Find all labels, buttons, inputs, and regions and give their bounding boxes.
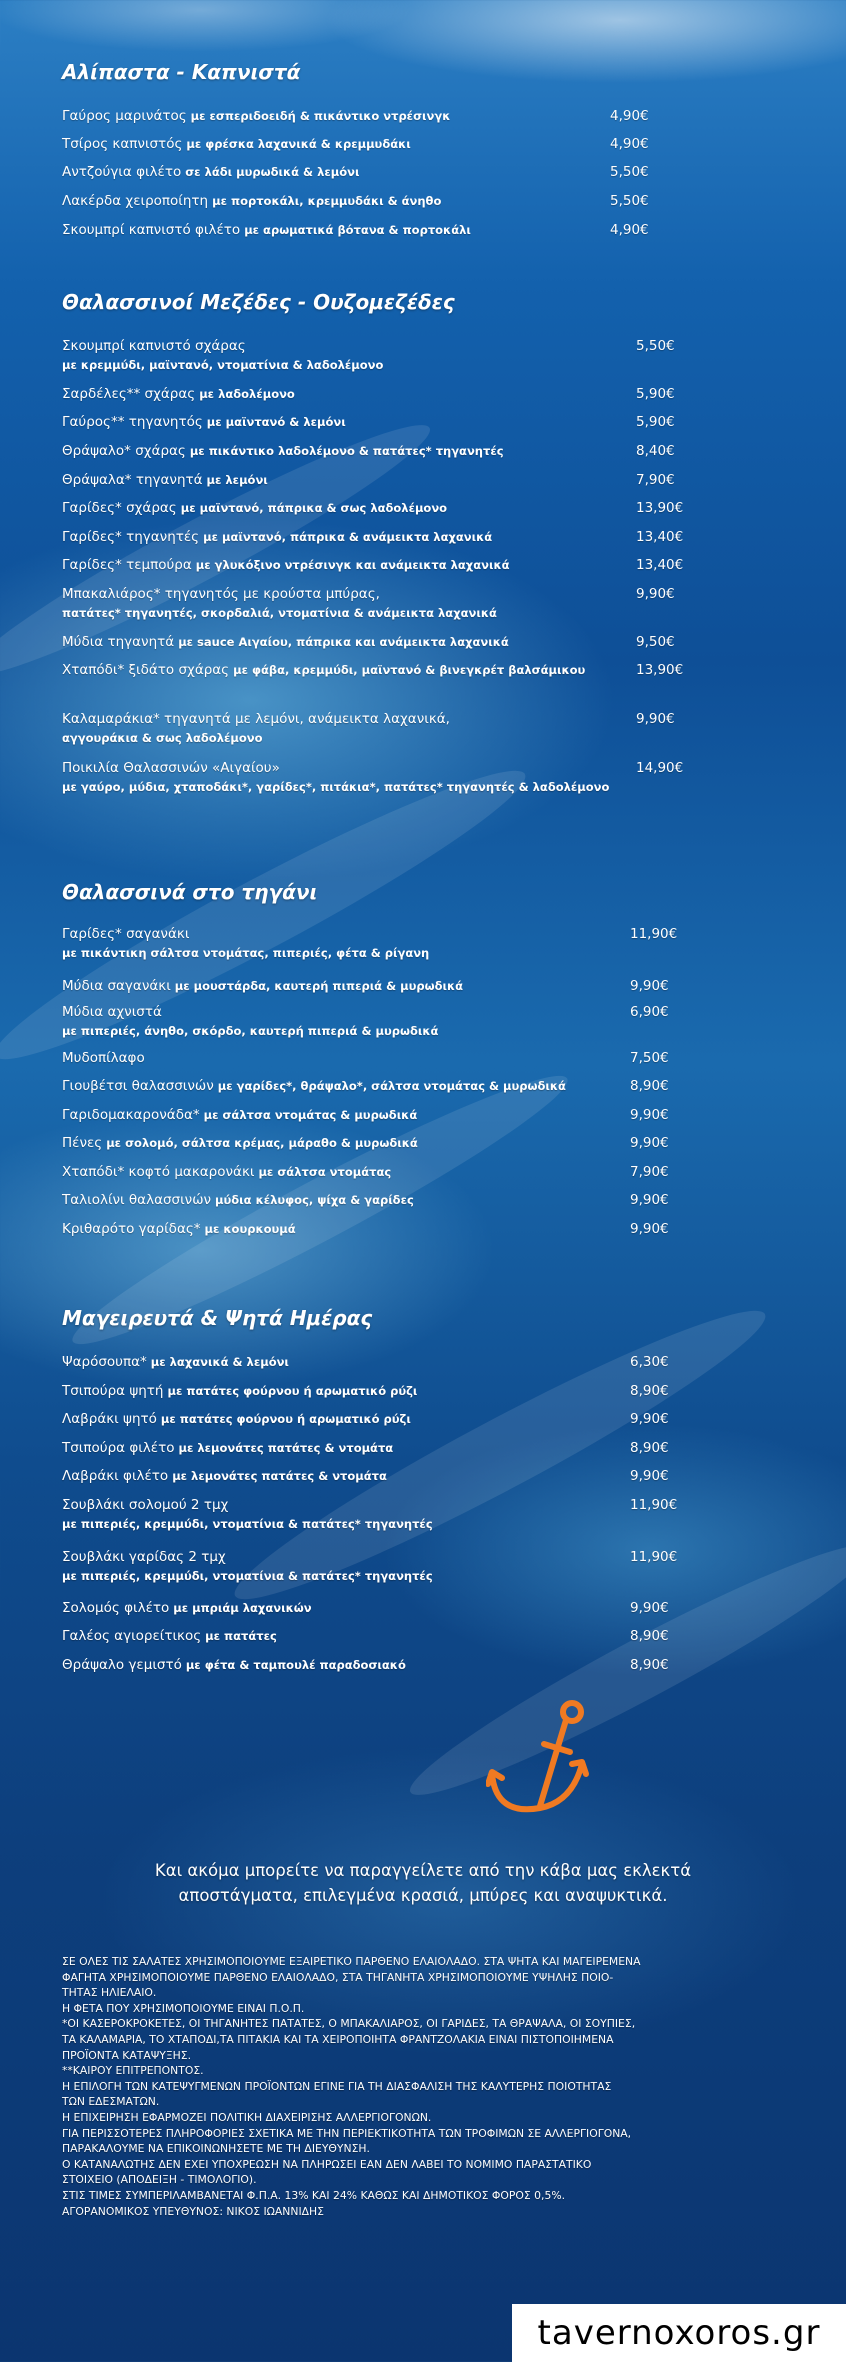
item-title: Γαρίδες* τεμπούρα: [62, 557, 192, 573]
anchor-icon: [486, 1698, 596, 1826]
item-name: [62, 1468, 387, 1484]
item-description: με γλυκόξινο ντρέσινγκ και ανάμεικτα λαχανικά: [191, 558, 510, 572]
item-description: με κρεμμύδι, μαϊντανό, ντοματίνια & λαδολέμονο: [62, 358, 384, 372]
menu-item: [62, 1078, 762, 1106]
item-price: 4,90€: [610, 136, 649, 152]
item-title: Τσίρος καπνιστός: [62, 136, 183, 152]
menu-item: [62, 414, 762, 442]
item-name: [62, 634, 509, 650]
item-title: Κριθαρότο γαρίδας*: [62, 1221, 201, 1237]
item-title: Γαρίδες* σαγανάκι: [62, 926, 190, 942]
item-price: 7,90€: [636, 472, 675, 488]
item-price: 7,90€: [630, 1164, 669, 1180]
note-line: *ΟΙ ΚΑΣΕΡΟΚΡΟΚΕΤΕΣ, ΟΙ ΤΗΓΑΝΗΤΕΣ ΠΑΤΑΤΕΣ, Ο ΜΠΑΚΑΛΙΑΡΟΣ, ΟΙ ΓΑΡΙΔΕΣ, ΤΑ ΘΡΑΨΑΛΑ, ΟΙ ΣΟΥΠΙΕΣ,: [62, 2017, 636, 2031]
item-title: Γαύρος** τηγανητός: [62, 414, 203, 430]
item-description: σε λάδι μυρωδικά & λεμόνι: [181, 165, 360, 179]
item-description: με σολομό, σάλτσα κρέμας, μάραθο & μυρωδικά: [102, 1136, 418, 1150]
menu-item: [62, 1497, 762, 1531]
menu-item: [62, 1107, 762, 1135]
item-description: με σάλτσα ντομάτας & μυρωδικά: [199, 1108, 418, 1122]
menu-item: [62, 1050, 762, 1078]
item-name: [62, 760, 280, 776]
item-title: Θράψαλο* σχάρας: [62, 443, 186, 459]
menu-item: [62, 1628, 762, 1656]
menu-item: [62, 136, 762, 164]
item-description: με μπριάμ λαχανικών: [169, 1601, 312, 1615]
item-name: [62, 338, 246, 354]
item-price: 9,50€: [636, 634, 675, 650]
section-title: Μαγειρευτά & Ψητά Ημέρας: [62, 1306, 373, 1330]
item-description: με πατάτες: [201, 1629, 277, 1643]
item-price: 9,90€: [630, 1221, 669, 1237]
item-name: [62, 1354, 289, 1370]
item-name: [62, 529, 492, 545]
item-price: 7,50€: [630, 1050, 669, 1066]
item-name: [62, 1383, 417, 1399]
item-title: Σολομός φιλέτο: [62, 1600, 170, 1616]
note-line: Η ΕΠΙΧΕΙΡΗΣΗ ΕΦΑΡΜΟΖΕΙ ΠΟΛΙΤΙΚΗ ΔΙΑΧΕΙΡΙΣΗΣ ΑΛΛΕΡΓΙΟΓΟΝΩΝ.: [62, 2110, 432, 2124]
item-description: με πιπεριές, άνηθο, σκόρδο, καυτερή πιπεριά & μυρωδικά: [62, 1024, 439, 1038]
item-price: 9,90€: [630, 1411, 669, 1427]
menu-item: [62, 108, 762, 136]
item-price: 9,90€: [630, 1135, 669, 1151]
item-description: με σάλτσα ντομάτας: [254, 1165, 392, 1179]
item-price: 14,90€: [636, 760, 684, 776]
item-name: [62, 500, 447, 516]
item-name: [62, 1497, 228, 1513]
note-line: Η ΕΠΙΛΟΓΗ ΤΩΝ ΚΑΤΕΨΥΓΜΕΝΩΝ ΠΡΟΪΟΝΤΩΝ ΕΓΙΝΕ ΓΙΑ ΤΗ ΔΙΑΣΦΑΛΙΣΗ ΤΗΣ ΚΑΛΥΤΕΡΗΣ ΠΟΙΟΤΗΤΑΣ: [62, 2079, 612, 2093]
item-name: [62, 1600, 312, 1616]
item-title: Λακέρδα χειροποίητη: [62, 193, 209, 209]
item-description: με sauce Αιγαίου, πάπρικα και ανάμεικτα λαχανικά: [174, 635, 509, 649]
item-price: 4,90€: [610, 222, 649, 238]
item-description: με πικάντικη σάλτσα ντομάτας, πιπεριές, φέτα & ρίγανη: [62, 946, 430, 960]
menu-item: [62, 1549, 762, 1583]
menu-item: [62, 338, 762, 372]
item-price: 8,90€: [630, 1078, 669, 1094]
watermark: tavernoxoros.gr: [512, 2304, 846, 2362]
item-description: με αρωματικά βότανα & πορτοκάλι: [240, 223, 471, 237]
item-price: 11,90€: [630, 1497, 678, 1513]
item-description: με μαϊντανό, πάπρικα & ανάμεικτα λαχανικά: [199, 530, 493, 544]
item-title: Μυδοπίλαφο: [62, 1050, 145, 1066]
note-line: ΣΤΙΣ ΤΙΜΕΣ ΣΥΜΠΕΡΙΛΑΜΒΑΝΕΤΑΙ Φ.Π.Α. 13% ΚΑΙ 24% ΚΑΘΩΣ ΚΑΙ ΔΗΜΟΤΙΚΟΣ ΦΟΡΟΣ 0,5%.: [62, 2188, 566, 2202]
item-description: με μουστάρδα, καυτερή πιπεριά & μυρωδικά: [170, 979, 464, 993]
item-description: με πορτοκάλι, κρεμμυδάκι & άνηθο: [208, 194, 442, 208]
note-line: ΤΗΤΑΣ ΗΛΙΕΛΑΙΟ.: [62, 1986, 157, 2000]
menu-item: [62, 1135, 762, 1163]
item-price: 8,90€: [630, 1628, 669, 1644]
item-description: με κουρκουμά: [200, 1222, 296, 1236]
item-title: Θράψαλα* τηγανητά: [62, 472, 203, 488]
item-title: Τσιπούρα ψητή: [62, 1383, 164, 1399]
menu-item: [62, 1383, 762, 1411]
item-description: με φέτα & ταμπουλέ παραδοσιακό: [181, 1658, 406, 1672]
menu-item: [62, 1354, 762, 1382]
item-price: 8,90€: [630, 1440, 669, 1456]
menu-item: [62, 1411, 762, 1439]
item-title: Μύδια σαγανάκι: [62, 978, 171, 994]
item-description: με πικάντικο λαδολέμονο & πατάτες* τηγανητές: [185, 444, 504, 458]
extra-info: [60, 1858, 786, 1908]
item-description: με πατάτες φούρνου ή αρωματικό ρύζι: [156, 1412, 411, 1426]
menu-item: [62, 586, 762, 620]
item-description: με λαχανικά & λεμόνι: [146, 1355, 289, 1369]
item-price: 5,50€: [610, 164, 649, 180]
item-title: Ταλιολίνι θαλασσινών: [62, 1192, 212, 1208]
item-title: Μύδια αχνιστά: [62, 1004, 162, 1020]
item-title: Τσιπούρα φιλέτο: [62, 1440, 175, 1456]
item-price: 9,90€: [630, 1600, 669, 1616]
item-title: Γαριδομακαρονάδα*: [62, 1107, 200, 1123]
item-price: 13,40€: [636, 557, 684, 573]
section-title: Θαλασσινοί Μεζέδες - Ουζομεζέδες: [62, 290, 455, 314]
item-description: πατάτες* τηγανητές, σκορδαλιά, ντοματίνια & ανάμεικτα λαχανικά: [62, 606, 497, 620]
menu-item: [62, 1468, 762, 1496]
item-name: [62, 443, 504, 459]
menu-item: [62, 193, 762, 221]
legal-notes: [62, 1954, 802, 2219]
item-price: 13,90€: [636, 662, 684, 678]
item-price: 8,90€: [630, 1657, 669, 1673]
menu-item: [62, 1221, 762, 1249]
item-description: με πιπεριές, κρεμμύδι, ντοματίνια & πατάτες* τηγανητές: [62, 1569, 433, 1583]
item-name: [62, 1050, 145, 1066]
menu-item: [62, 500, 762, 528]
note-line: ΤΩΝ ΕΔΕΣΜΑΤΩΝ.: [62, 2095, 160, 2109]
item-name: [62, 472, 268, 488]
item-price: 8,90€: [630, 1383, 669, 1399]
item-name: [62, 1078, 566, 1094]
item-title: Ψαρόσουπα*: [62, 1354, 147, 1370]
section-title: Θαλασσινά στο τηγάνι: [62, 880, 318, 904]
item-name: [62, 1657, 406, 1673]
menu-item: [62, 662, 762, 690]
item-name: [62, 557, 510, 573]
item-price: 5,50€: [610, 193, 649, 209]
menu-item: [62, 1657, 762, 1685]
menu-item: [62, 760, 762, 794]
menu-item: [62, 634, 762, 662]
item-name: [62, 193, 441, 209]
item-name: [62, 386, 295, 402]
note-line: **ΚΑΙΡΟΥ ΕΠΙΤΡΕΠΟΝΤΟΣ.: [62, 2064, 204, 2078]
note-line: ΠΡΟΪΟΝΤΑ ΚΑΤΑΨΥΞΗΣ.: [62, 2048, 192, 2062]
item-name: [62, 586, 380, 602]
item-title: Σουβλάκι σολομού 2 τμχ: [62, 1497, 229, 1513]
item-description: με γαύρο, μύδια, χταποδάκι*, γαρίδες*, πιτάκια*, πατάτες* τηγανητές & λαδολέμονο: [62, 780, 610, 794]
item-description: με γαρίδες*, θράψαλο*, σάλτσα ντομάτας & μυρωδικά: [213, 1079, 566, 1093]
item-description: με λαδολέμονο: [195, 387, 295, 401]
item-name: [62, 1221, 296, 1237]
note-line: ΑΓΟΡΑΝΟΜΙΚΟΣ ΥΠΕΥΘΥΝΟΣ: ΝΙΚΟΣ ΙΩΑΝΝΙΔΗΣ: [62, 2204, 324, 2218]
item-title: Γαύρος μαρινάτος: [62, 108, 187, 124]
item-price: 9,90€: [630, 1468, 669, 1484]
item-price: 5,90€: [636, 414, 675, 430]
note-line: ΤΑ ΚΑΛΑΜΑΡΙΑ, ΤΟ ΧΤΑΠΟΔΙ,ΤΑ ΠΙΤΑΚΙΑ ΚΑΙ ΤΑ ΧΕΙΡΟΠΟΙΗΤΑ ΦΡΑΝΤΖΟΛΑΚΙΑ ΕΙΝΑΙ ΠΙΣΤΟΠΟΙΗΜΕΝΑ: [62, 2032, 614, 2046]
item-name: [62, 222, 471, 238]
item-name: [62, 978, 463, 994]
extra-line: αποστάγματα, επιλεγμένα κρασιά, μπύρες και αναψυκτικά.: [178, 1886, 668, 1905]
item-title: Λαβράκι ψητό: [62, 1411, 157, 1427]
item-price: 4,90€: [610, 108, 649, 124]
item-name: [62, 1164, 391, 1180]
item-price: 9,90€: [630, 1192, 669, 1208]
menu-item: [62, 472, 762, 500]
menu-item: [62, 557, 762, 585]
item-description: με μαϊντανό, πάπρικα & σως λαδολέμονο: [176, 501, 448, 515]
section-title: Αλίπαστα - Καπνιστά: [62, 60, 301, 84]
item-title: Λαβράκι φιλέτο: [62, 1468, 169, 1484]
item-title: Ποικιλία Θαλασσινών «Αιγαίου»: [62, 760, 280, 776]
item-name: [62, 1549, 226, 1565]
item-title: Χταπόδι* ξιδάτο σχάρας: [62, 662, 230, 678]
item-title: Μύδια τηγανητά: [62, 634, 175, 650]
item-name: [62, 1192, 414, 1208]
menu-item: [62, 164, 762, 192]
item-description: με λεμόνι: [202, 473, 268, 487]
item-title: Μπακαλιάρος* τηγανητός με κρούστα μπύρας,: [62, 586, 380, 602]
item-price: 6,30€: [630, 1354, 669, 1370]
item-description: με μαϊντανό & λεμόνι: [202, 415, 346, 429]
item-description: με λεμονάτες πατάτες & ντομάτα: [174, 1441, 394, 1455]
item-price: 13,90€: [636, 500, 684, 516]
item-title: Γαρίδες* σχάρας: [62, 500, 177, 516]
item-name: [62, 1440, 393, 1456]
item-name: [62, 108, 450, 124]
item-title: Σκουμπρί καπνιστό σχάρας: [62, 338, 246, 354]
item-title: Θράψαλο γεμιστό: [62, 1657, 182, 1673]
note-line: ΣΕ ΟΛΕΣ ΤΙΣ ΣΑΛΑΤΕΣ ΧΡΗΣΙΜΟΠΟΙΟΥΜΕ ΕΞΑΙΡΕΤΙΚΟ ΠΑΡΘΕΝΟ ΕΛΑΙΟΛΑΔΟ. ΣΤΑ ΨΗΤΑ ΚΑΙ ΜΑΓΕΙΡΕΜΕΝΑ: [62, 1955, 641, 1968]
item-price: 13,40€: [636, 529, 684, 545]
note-line: ΦΑΓΗΤΑ ΧΡΗΣΙΜΟΠΟΙΟΥΜΕ ΠΑΡΘΕΝΟ ΕΛΑΙΟΛΑΔΟ, ΣΤΑ ΤΗΓΑΝΗΤΑ ΧΡΗΣΙΜΟΠΟΙΟΥΜΕ ΥΨΗΛΗΣ ΠΟΙΟ-: [62, 1970, 614, 1984]
item-title: Αντζούγια φιλέτο: [62, 164, 182, 180]
item-name: [62, 414, 346, 430]
item-price: 8,40€: [636, 443, 675, 459]
item-title: Γιουβέτσι θαλασσινών: [62, 1078, 214, 1094]
item-title: Γαλέος αγιορείτικος: [62, 1628, 202, 1644]
menu-item: [62, 386, 762, 414]
menu-item: [62, 529, 762, 557]
note-line: Η ΦΕΤΑ ΠΟΥ ΧΡΗΣΙΜΟΠΟΙΟΥΜΕ ΕΙΝΑΙ Π.Ο.Π.: [62, 2001, 305, 2015]
item-name: [62, 136, 411, 152]
item-title: Χταπόδι* κοφτό μακαρονάκι: [62, 1164, 255, 1180]
note-line: ΠΑΡΑΚΑΛΟΥΜΕ ΝΑ ΕΠΙΚΟΙΝΩΝΗΣΕΤΕ ΜΕ ΤΗ ΔΙΕΥΘΥΝΣΗ.: [62, 2142, 370, 2156]
item-title: Πένες: [62, 1135, 103, 1151]
menu-item: [62, 711, 762, 745]
item-description: μύδια κέλυφος, ψίχα & γαρίδες: [211, 1193, 414, 1207]
item-name: [62, 1628, 277, 1644]
menu-item: [62, 222, 762, 250]
item-price: 9,90€: [630, 978, 669, 994]
item-price: 9,90€: [636, 586, 675, 602]
item-price: 5,50€: [636, 338, 675, 354]
item-price: 6,90€: [630, 1004, 669, 1020]
item-description: με φρέσκα λαχανικά & κρεμμυδάκι: [182, 137, 411, 151]
item-name: [62, 164, 359, 180]
item-description: αγγουράκια & σως λαδολέμονο: [62, 731, 263, 745]
menu-item: [62, 1004, 762, 1038]
item-description: με λεμονάτες πατάτες & ντομάτα: [168, 1469, 387, 1483]
item-name: [62, 1411, 411, 1427]
note-line: ΣΤΟΙΧΕΙΟ (ΑΠΟΔΕΙΞΗ - ΤΙΜΟΛΟΓΙΟ).: [62, 2173, 257, 2187]
extra-line: Και ακόμα μπορείτε να παραγγείλετε από την κάβα μας εκλεκτά: [154, 1861, 692, 1880]
menu-item: [62, 1440, 762, 1468]
item-name: [62, 1004, 162, 1020]
menu-item: [62, 443, 762, 471]
item-title: Σαρδέλες** σχάρας: [62, 386, 196, 402]
item-name: [62, 662, 585, 678]
item-price: 11,90€: [630, 926, 678, 942]
item-title: Σκουμπρί καπνιστό φιλέτο: [62, 222, 241, 238]
item-description: με πατάτες φούρνου ή αρωματικό ρύζι: [163, 1384, 418, 1398]
item-description: με εσπεριδοειδή & πικάντικο ντρέσινγκ: [186, 109, 451, 123]
item-description: με πιπεριές, κρεμμύδι, ντοματίνια & πατάτες* τηγανητές: [62, 1517, 433, 1531]
item-title: Γαρίδες* τηγανητές: [62, 529, 200, 545]
item-name: [62, 1107, 417, 1123]
item-price: 5,90€: [636, 386, 675, 402]
menu-item: [62, 926, 762, 960]
item-title: Σουβλάκι γαρίδας 2 τμχ: [62, 1549, 226, 1565]
menu-item: [62, 1192, 762, 1220]
menu-item: [62, 978, 762, 1006]
note-line: Ο ΚΑΤΑΝΑΛΩΤΗΣ ΔΕΝ ΕΧΕΙ ΥΠΟΧΡΕΩΣΗ ΝΑ ΠΛΗΡΩΣΕΙ ΕΑΝ ΔΕΝ ΛΑΒΕΙ ΤΟ ΝΟΜΙΜΟ ΠΑΡΑΣΤΑΤΙΚΟ: [62, 2157, 592, 2171]
note-line: ΓΙΑ ΠΕΡΙΣΣΟΤΕΡΕΣ ΠΛΗΡΟΦΟΡΙΕΣ ΣΧΕΤΙΚΑ ΜΕ ΤΗΝ ΠΕΡΙΕΚΤΙΚΟΤΗΤΑ ΤΩΝ ΤΡΟΦΙΜΩΝ ΣΕ ΑΛΛΕΡΓΙΟΓΟΝΑ,: [62, 2126, 632, 2140]
item-name: [62, 926, 189, 942]
menu-item: [62, 1600, 762, 1628]
item-title: Καλαμαράκια* τηγανητά με λεμόνι, ανάμεικτα λαχανικά,: [62, 711, 450, 727]
item-name: [62, 1135, 418, 1151]
menu-item: [62, 1164, 762, 1192]
item-price: 9,90€: [630, 1107, 669, 1123]
item-price: 11,90€: [630, 1549, 678, 1565]
item-description: με φάβα, κρεμμύδι, μαϊντανό & βινεγκρέτ βαλσάμικου: [229, 663, 586, 677]
item-price: 9,90€: [636, 711, 675, 727]
item-name: [62, 711, 450, 727]
